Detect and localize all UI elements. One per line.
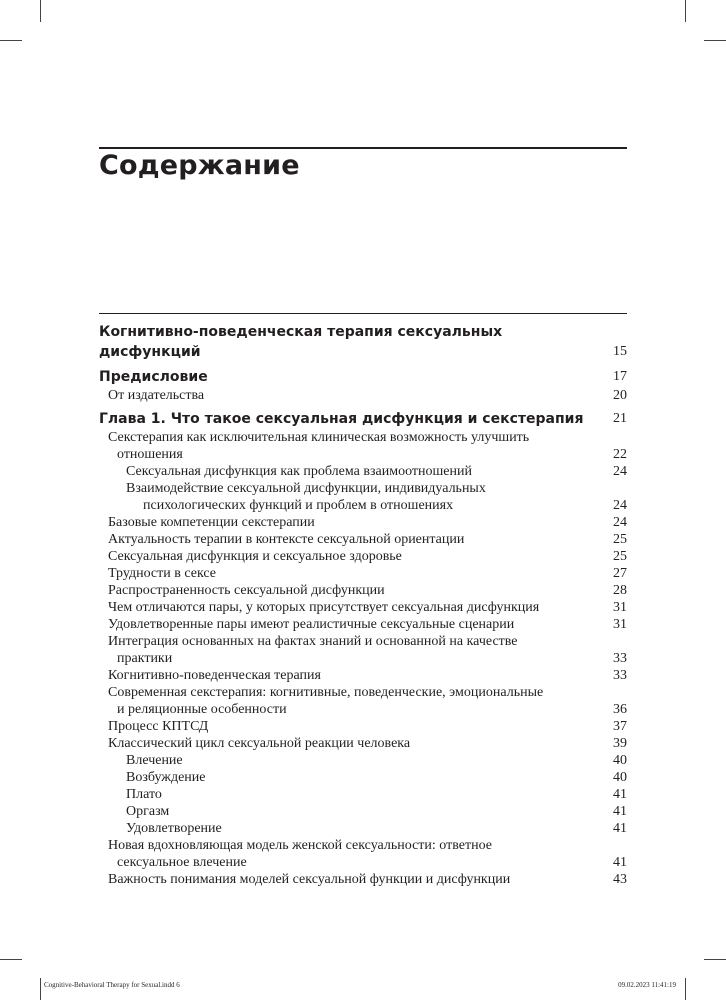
toc-entry[interactable] <box>99 463 627 480</box>
toc-entry-page: 36 <box>613 702 627 717</box>
crop-mark <box>40 978 41 1000</box>
toc-entry-page: 20 <box>613 388 627 403</box>
toc-entry-page: 41 <box>613 821 627 836</box>
toc-entry[interactable] <box>99 667 627 684</box>
crop-mark <box>704 40 726 41</box>
toc-entry-line: Когнитивно-поведенческая терапия сексуальных дисфункций <box>99 324 503 360</box>
toc-entry-line: Взаимодействие сексуальной дисфункции, индивидуальных <box>126 481 486 496</box>
toc-entry-line: Когнитивно-поведенческая терапия <box>108 668 321 683</box>
toc-entry-line: Распространенность сексуальной дисфункции <box>108 583 385 598</box>
toc-entry-title <box>99 837 597 871</box>
toc-entry-page: 40 <box>613 753 627 768</box>
toc-entry-title <box>99 548 597 565</box>
toc-entry-line: отношения <box>117 447 183 462</box>
toc-entry-line: Глава 1. Что такое сексуальная дисфункция и секстерапия <box>99 411 584 427</box>
toc-entry-line: Процесс КПТСД <box>108 719 209 734</box>
toc-entry-title <box>99 633 597 667</box>
crop-mark <box>0 959 22 960</box>
toc-entry-title <box>99 667 597 684</box>
toc-entry-title <box>99 803 597 820</box>
toc-entry-title <box>99 684 597 718</box>
toc-entry[interactable] <box>99 582 627 599</box>
toc-entry[interactable] <box>99 429 627 463</box>
toc-entry-title <box>99 514 597 531</box>
toc-entry-title <box>99 565 597 582</box>
toc-entry-title <box>99 582 597 599</box>
toc-entry[interactable] <box>99 633 627 667</box>
toc-entry-line: сексуальное влечение <box>117 855 247 870</box>
footer-timestamp: 09.02.2023 11:41:19 <box>618 981 676 989</box>
toc-entry[interactable] <box>99 837 627 871</box>
toc-entry-page: 25 <box>613 532 627 547</box>
crop-mark <box>685 978 686 1000</box>
toc-entry-title <box>99 769 597 786</box>
toc-entry-title <box>99 429 597 463</box>
toc-entry-line: Удовлетворение <box>126 821 222 836</box>
toc-entry-page: 37 <box>613 719 627 734</box>
toc-entry[interactable] <box>99 387 627 404</box>
toc-entry-page: 41 <box>613 804 627 819</box>
crop-mark <box>685 0 686 22</box>
toc-entry-line: Актуальность терапии в контексте сексуальной ориентации <box>108 532 465 547</box>
toc-entry-title <box>99 480 597 514</box>
toc-entry-title <box>99 322 597 362</box>
toc-entry[interactable] <box>99 735 627 752</box>
toc-entry-page: 17 <box>613 369 627 384</box>
crop-mark <box>40 0 41 22</box>
toc-entry-line: Сексуальная дисфункция и сексуальное здоровье <box>108 549 402 564</box>
toc-entry-line: Чем отличаются пары, у которых присутствует сексуальная дисфункция <box>108 600 540 615</box>
toc-entry-line: Плато <box>126 787 162 802</box>
page-title: Содержание <box>99 150 300 181</box>
toc-entry-page: 41 <box>613 855 627 870</box>
toc-entry-line: Удовлетворенные пары имеют реалистичные сексуальные сценарии <box>108 617 515 632</box>
toc-entry-page: 22 <box>613 447 627 462</box>
toc-entry-line: Оргазм <box>126 804 170 819</box>
crop-mark <box>0 40 22 41</box>
toc-entry-title <box>99 367 597 387</box>
toc-entry-line: Сексуальная дисфункция как проблема взаимоотношений <box>126 464 472 479</box>
toc-entry[interactable] <box>99 409 627 429</box>
toc-entry-page: 31 <box>613 600 627 615</box>
toc-entry-page: 24 <box>613 515 627 530</box>
toc-entry[interactable] <box>99 514 627 531</box>
toc-entry[interactable] <box>99 367 627 387</box>
toc-entry-title <box>99 871 597 888</box>
toc-entry-line: Трудности в сексе <box>108 566 217 581</box>
toc-entry[interactable] <box>99 322 627 362</box>
toc-entry-line: Предисловие <box>99 369 208 385</box>
toc-entry[interactable] <box>99 548 627 565</box>
toc-entry-title <box>99 599 597 616</box>
toc-entry-title <box>99 752 597 769</box>
toc-entry-line: Интеграция основанных на фактах знаний и основанной на качестве <box>108 634 518 649</box>
toc-entry[interactable] <box>99 480 627 514</box>
toc-entry-line: Влечение <box>126 753 183 768</box>
toc-entry-title <box>99 820 597 837</box>
toc-entry[interactable] <box>99 565 627 582</box>
toc-entry-page: 21 <box>613 411 627 426</box>
toc-entry[interactable] <box>99 531 627 548</box>
toc-entry-line: От издательства <box>108 388 205 403</box>
table-of-contents <box>99 322 627 888</box>
title-rule <box>99 147 627 149</box>
toc-entry-line: Новая вдохновляющая модель женской сексуальности: ответное <box>108 838 492 853</box>
crop-mark <box>704 959 726 960</box>
toc-entry[interactable] <box>99 871 627 888</box>
toc-entry-title <box>99 735 597 752</box>
toc-entry[interactable] <box>99 718 627 735</box>
toc-entry-line: Секстерапия как исключительная клиническая возможность улучшить <box>108 430 530 445</box>
toc-entry[interactable] <box>99 786 627 803</box>
toc-entry-line: Важность понимания моделей сексуальной функции и дисфункции <box>108 872 511 887</box>
toc-entry-page: 43 <box>613 872 627 887</box>
toc-entry-page: 28 <box>613 583 627 598</box>
toc-entry-title <box>99 616 597 633</box>
toc-entry-line: Базовые компетенции секстерапии <box>108 515 315 530</box>
toc-entry-line: и реляционные особенности <box>117 702 287 717</box>
toc-entry-title <box>99 409 597 429</box>
toc-entry-page: 25 <box>613 549 627 564</box>
toc-entry-line: практики <box>117 651 173 666</box>
toc-entry-page: 40 <box>613 770 627 785</box>
toc-entry-title <box>99 387 597 404</box>
toc-entry-page: 15 <box>613 344 627 359</box>
toc-entry[interactable] <box>99 752 627 769</box>
toc-entry[interactable] <box>99 684 627 718</box>
toc-entry-page: 33 <box>613 651 627 666</box>
toc-entry-page: 31 <box>613 617 627 632</box>
toc-entry-line: Классический цикл сексуальной реакции человека <box>108 736 411 751</box>
toc-entry-title <box>99 531 597 548</box>
toc-entry[interactable] <box>99 616 627 633</box>
toc-entry-page: 24 <box>613 498 627 513</box>
toc-entry-page: 27 <box>613 566 627 581</box>
toc-entry[interactable] <box>99 769 627 786</box>
toc-entry[interactable] <box>99 599 627 616</box>
toc-entry[interactable] <box>99 803 627 820</box>
toc-entry-title <box>99 463 597 480</box>
toc-entry-page: 41 <box>613 787 627 802</box>
toc-entry-title <box>99 718 597 735</box>
toc-entry-title <box>99 786 597 803</box>
toc-entry-line: Современная секстерапия: когнитивные, поведенческие, эмоциональные <box>108 685 544 700</box>
toc-entry[interactable] <box>99 820 627 837</box>
toc-entry-line: психологических функций и проблем в отношениях <box>143 498 454 513</box>
toc-rule <box>99 313 627 314</box>
toc-entry-page: 24 <box>613 464 627 479</box>
footer-file: Cognitive-Behavioral Therapy for Sexual.indd 6 <box>44 981 180 989</box>
toc-entry-page: 33 <box>613 668 627 683</box>
toc-entry-page: 39 <box>613 736 627 751</box>
toc-entry-line: Возбуждение <box>126 770 206 785</box>
